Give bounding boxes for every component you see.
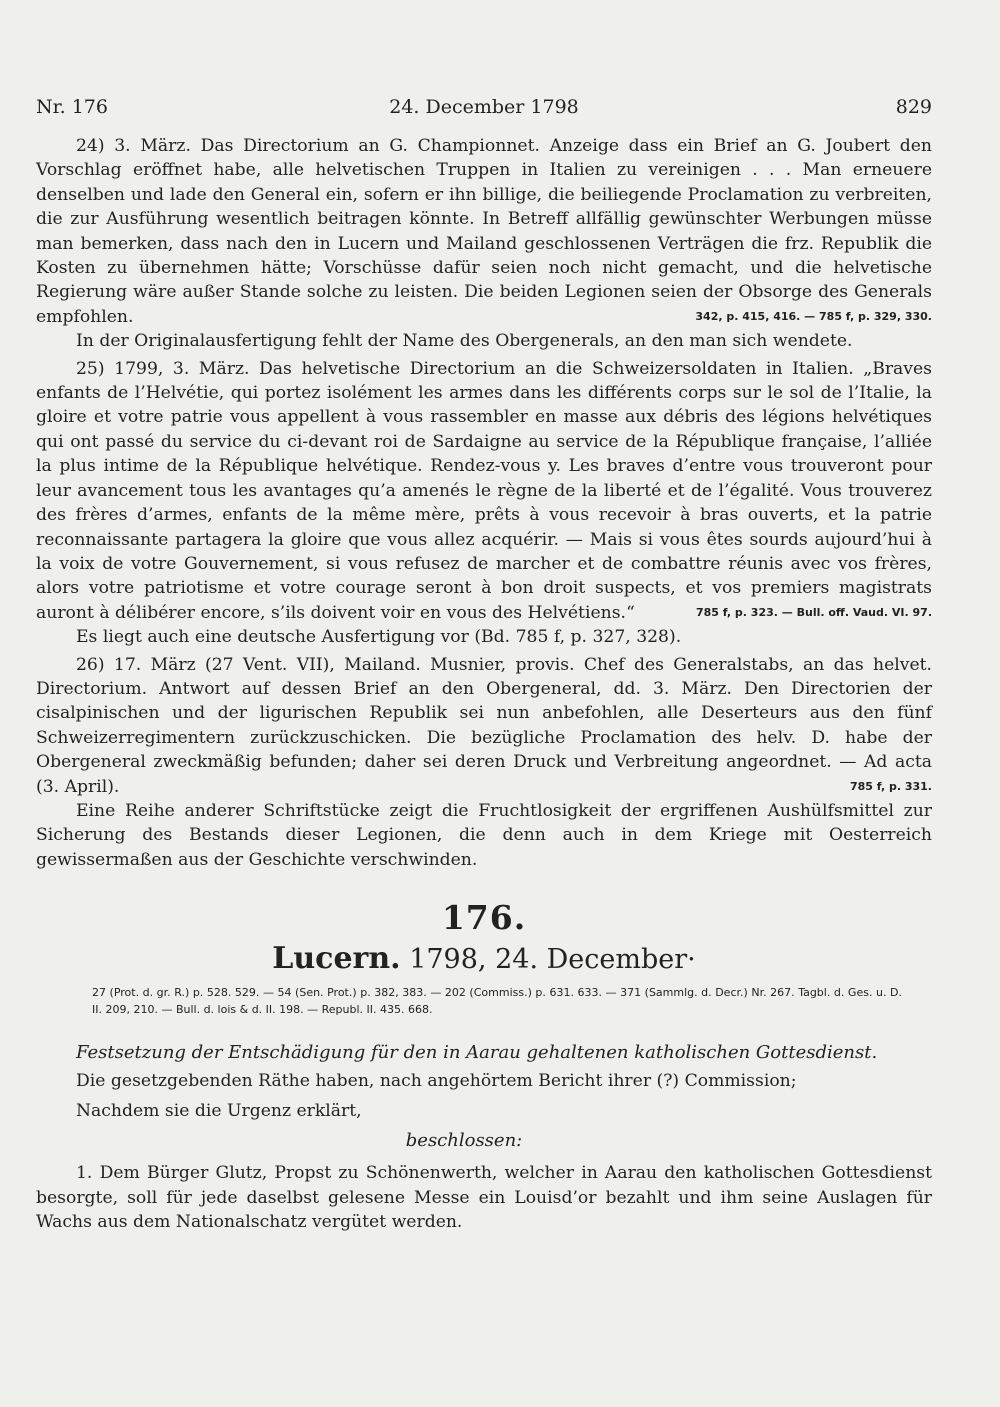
- header-date: 24. December 1798: [389, 96, 579, 118]
- preamble-2: Nachdem sie die Urgenz erklärt,: [76, 1100, 362, 1121]
- resolved-heading: beschlossen:: [405, 1130, 523, 1151]
- document-place: Lucern.: [272, 941, 401, 977]
- note-26: [36, 653, 932, 799]
- document-subject: Festsetzung der Entschädigung für den in Aarau gehaltenen katholischen Gottesdienst.: [76, 1042, 878, 1064]
- note-24-reference: 342, p. 415, 416. — 785 f, p. 329, 330.: [695, 309, 932, 323]
- document-title: [36, 941, 932, 976]
- note-26-reference: 785 f, p. 331.: [849, 779, 932, 793]
- note-25-reference: 785 f, p. 323. — Bull. off. Vaud. VI. 97.: [695, 605, 932, 619]
- decree-body: [36, 1069, 932, 1234]
- document-year: 1798,: [409, 944, 487, 976]
- note-25: [36, 357, 932, 625]
- document-date: 24. December·: [495, 944, 696, 976]
- closing-paragraph: Eine Reihe anderer Schriftstücke zeigt die Fruchtlosigkeit der ergriffenen Aushülfsmittel zur Sicherung des Bestands dieser Legionen, die denn auch in dem Kriege mit Oesterreich gewissermaßen aus der Geschichte verschwinden.: [36, 800, 932, 870]
- preamble-1: Die gesetzgebenden Räthe haben, nach angehörtem Bericht ihrer (?) Commission;: [76, 1071, 797, 1092]
- article-1: 1. Dem Bürger Glutz, Propst zu Schönenwerth, welcher in Aarau den katholischen Gottesdienst besorgte, soll für jede daselbst gelesene Messe ein Louisd’or bezahlt und ihm seine Auslagen für Wachs aus dem Nationalschatz vergütet werden.: [36, 1163, 932, 1233]
- document-number: 176.: [441, 898, 527, 938]
- page-number: 829: [895, 96, 932, 118]
- document-page: [36, 96, 932, 1376]
- running-header: [36, 96, 932, 124]
- note-26-text: 26) 17. März (27 Vent. VII), Mailand. Musnier, provis. Chef des Generalstabs, an das helvet. Directorium. Antwort auf dessen Brief an den Obergeneral, dd. 3. März. Den Directorien der cisalpinischen und der ligurischen Republik sei nun anbefohlen, alle Deserteurs aus den fünf Schweizerregimentern zurückzuschicken. Die bezügliche Proclamation des helv. D. habe der Obergeneral zweckmäßig befunden; daher sei deren Druck und Verbreitung angeordnet. — Ad acta (3. April).: [36, 654, 932, 797]
- note-25-text: 25) 1799, 3. März. Das helvetische Directorium an die Schweizersoldaten in Italien. „Braves enfants de l’Helvétie, qui portez isolément les armes dans les différents corps sur le sol de l’Italie, la gloire et votre patrie vous appellent à vous rassembler en masse aux débris des légions helvétiques qui ont passé du service du ci-devant roi de Sardaigne au service de la République française, l’alliée la plus intime de la République helvétique. Rendez-vous y. Les braves d’entre vous trouveront pour leur avancement tous les avantages qu’a amenés le règne de la liberté et de l’égalité. Vous trouverez des frères d’armes, enfants de la même mère, prêts à vous recevoir à bras ouverts, et la patrie reconnaissante partagera la gloire que vous allez acquérir. — Mais si vous êtes sourds aujourd’hui à la voix de votre Gouvernement, si vous refusez de marcher et de combattre réunis avec vos frères, alors votre patriotisme et votre courage seront à bon droit suspects, et vos premiers magistrats auront à délibérer encore, s’ils doivent voir en vous des Helvétiens.“: [36, 358, 932, 623]
- document-number-header: Nr. 176: [36, 96, 108, 118]
- source-references: 27 (Prot. d. gr. R.) p. 528. 529. — 54 (Sen. Prot.) p. 382, 383. — 202 (Commiss.) p. 631. 633. — 371 (Sammlg. d. Decr.) Nr. 267. Tagbl. d. Ges. u. D. II. 209, 210. — Bull. d. lois & d. II. 198. — Republ. II. 435. 668.: [92, 986, 902, 1017]
- note-24-remark: In der Originalausfertigung fehlt der Name des Obergenerals, an den man sich wendete.: [76, 331, 853, 352]
- previous-document-notes: [36, 134, 932, 872]
- note-25-remark: Es liegt auch eine deutsche Ausfertigung vor (Bd. 785 f, p. 327, 328).: [76, 627, 682, 648]
- note-24-text: 24) 3. März. Das Directorium an G. Championnet. Anzeige dass ein Brief an G. Joubert den Vorschlag eröffnet habe, alle helvetischen Truppen in Italien zu vereinigen . . . Man erneuere denselben und lade den General ein, sofern er ihn billige, die beiliegende Proclamation zu verbreiten, die zur Ausführung wesentlich beitragen könnte. In Betreff allfällig gewünschter Werbungen müsse man bemerken, dass nach den in Lucern und Mailand geschlossenen Verträgen die frz. Republik die Kosten zu übernehmen hätte; Vorschüsse dafür seien noch nicht gemacht, und die helvetische Regierung wäre außer Stande solche zu leisten. Die beiden Legionen seien der Obsorge des Generals empfohlen.: [36, 136, 932, 327]
- note-24: [36, 134, 932, 329]
